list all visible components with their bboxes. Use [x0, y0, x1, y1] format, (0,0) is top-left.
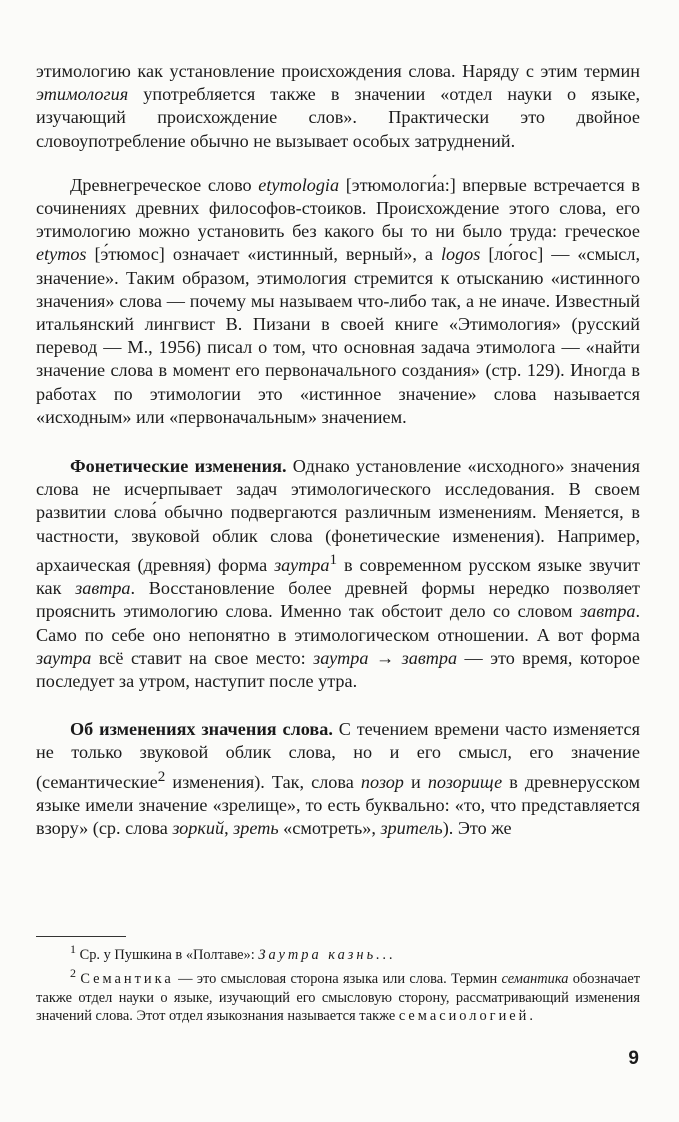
footnote-1: $^1$ Ср. у Пушкина в «Полтаве»: Заутра казнь...: [70, 942, 396, 963]
footnote-ref-2: 2: [157, 767, 166, 785]
paragraph-1: этимологию как установление происхождения слова. Наряду с этим термин этимология употребляется также в значении «отдел науки о языке, изучающий происхождение слов». Практически это двойное словоупотребление обычно не вызывает особых затруднений.: [36, 61, 640, 151]
footnote-2: $^2$ Семантика — это смысловая сторона языка или слова. Термин семантика обозначает также отдел науки о языке, изучающий его смысловую сторону, рассматривающий изменения значений слова. Этот отдел языкознания называется также семасиологией.: [36, 966, 640, 1025]
footnote-ref-1: 1: [329, 550, 338, 568]
paragraph-4: Об изменениях значения слова. С течением времени часто изменяется не только звуковой облик слова, но и его смысл, его значение (семантические$^2$ изменения). Так, слова позор и позорище в древнерусском языке имели значение «зрелище», то есть буквально: «то, что представляется взору» (ср. слова зоркий, зреть «смотреть», зритель). Это же: [36, 719, 640, 839]
footnote-divider: [36, 936, 126, 937]
main-text: [36, 60, 640, 840]
page-number: 9: [628, 1048, 639, 1069]
footnotes: [36, 940, 640, 1026]
section-heading-semantic: Об изменениях значения слова.: [70, 719, 333, 740]
paragraph-2: Древнегреческое слово etymologia [этюмологи́а:] впервые встречается в сочинениях древних философов-стоиков. Происхождение этого слова, его этимологию можно установить без какого бы то ни было труда: греческое etymos [э́тюмос] означает «истинный, верный», а logos [ло́гос] — «смысл, значение». Таким образом, этимология стремится к отысканию «истинного значения» слова — почему мы называем что-либо так, а не иначе. Известный итальянский лингвист В. Пизани в своей книге «Этимология» (русский перевод — М., 1956) писал о том, что основная задача этимолога — «найти значение слова в момент его первоначального создания» (стр. 129). Иногда в работах по этимологии это «истинное значение» слова называется «исходным» или «первоначальным» значением.: [36, 174, 641, 427]
paragraph-3: Фонетические изменения. Однако установление «исходного» значения слова не исчерпывает задач этимологического исследования. В своем развитии слова́ обычно подвергаются различным изменениям. Меняется, в частности, звуковой облик слова (фонетические изменения). Например, архаическая (древняя) форма заутра$^1$ в современном русском языке звучит как завтра. Восстановление более древней формы нередко позволяет прояснить этимологию слова. Именно так обстоит дело со словом завтра. Само по себе оно непонятно в этимологическом отношении. А вот форма заутра всё ставит на свое место: заутра → завтра — это время, которое последует за утром, наступит после утра.: [36, 456, 641, 691]
section-heading-phonetic: Фонетические изменения.: [70, 456, 287, 477]
arrow-icon: →: [368, 647, 402, 668]
